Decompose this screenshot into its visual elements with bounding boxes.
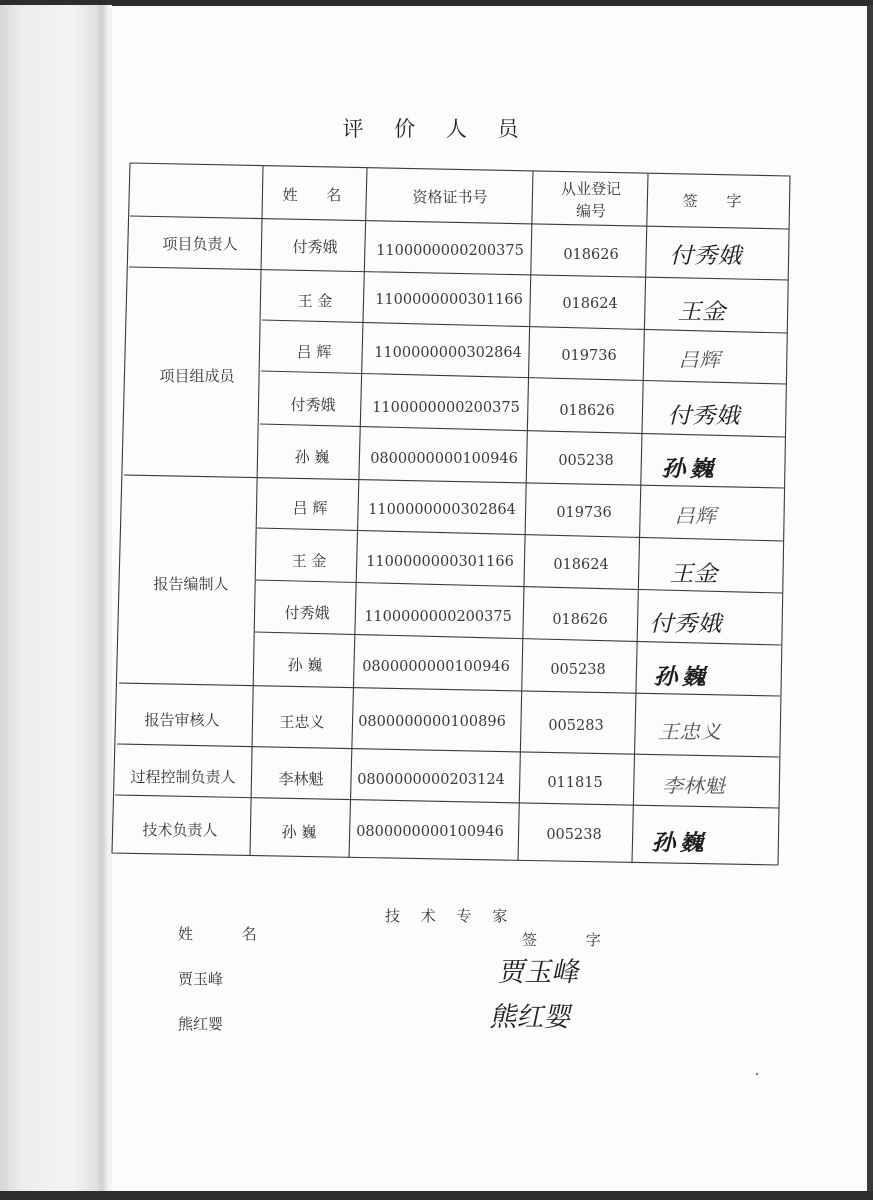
expert-name: 贾玉峰 xyxy=(178,970,224,988)
signature-image: 孙巍 xyxy=(650,829,713,856)
header-name: 姓 名 xyxy=(282,186,354,204)
table-row-cert: 0800000000100946 xyxy=(362,659,510,675)
table-row-name: 吕 辉 xyxy=(292,499,328,517)
table-row-name: 孙 巍 xyxy=(294,448,330,466)
table-row-name: 王 金 xyxy=(297,292,333,310)
table-row-name: 王忠义 xyxy=(279,713,325,731)
table-row-reg: 019736 xyxy=(556,505,612,521)
expert-signature: 贾玉峰 xyxy=(496,957,584,988)
table-row-name: 孙 巍 xyxy=(287,656,323,674)
table-row-cert: 1100000000200375 xyxy=(372,400,520,416)
table-row-reg: 005238 xyxy=(550,662,606,678)
table-row-name: 付秀娥 xyxy=(292,238,338,256)
role-report-reviewer: 报告审核人 xyxy=(144,711,220,729)
signature-image: 付秀娥 xyxy=(648,610,727,637)
table-row-name: 孙 巍 xyxy=(281,823,317,841)
role-project-members: 项目组成员 xyxy=(159,367,235,385)
signature-image: 付秀娥 xyxy=(666,402,745,429)
table-row-name: 李林魁 xyxy=(278,770,324,788)
scan-bottom-edge xyxy=(0,1191,873,1200)
signature-image: 吕辉 xyxy=(673,504,721,527)
table-row-name: 付秀娥 xyxy=(290,396,336,414)
header-reg-line2: 编号 xyxy=(575,202,606,220)
table-row-reg: 005283 xyxy=(548,718,604,734)
expert-name: 熊红婴 xyxy=(178,1015,224,1033)
signature-image: 王金 xyxy=(676,298,731,325)
table-row-cert: 1100000000302864 xyxy=(368,502,516,518)
table-row-reg: 005238 xyxy=(558,453,614,469)
role-process-control: 过程控制负责人 xyxy=(130,768,236,786)
table-row-name: 王 金 xyxy=(291,552,327,570)
table-row-reg: 018624 xyxy=(562,296,618,312)
experts-name-header: 姓 名 xyxy=(178,925,279,943)
signature-image: 付秀娥 xyxy=(668,242,747,269)
table-row-reg: 005238 xyxy=(546,827,602,843)
signature-image: 王金 xyxy=(668,560,723,587)
table-row-cert: 0800000000203124 xyxy=(357,772,505,788)
table-row-cert: 1100000000200375 xyxy=(376,243,524,259)
table-row-cert: 1100000000301166 xyxy=(366,554,514,570)
signature-image: 李林魁 xyxy=(661,774,730,797)
header-reg-line1: 从业登记 xyxy=(560,180,621,198)
expert-signature: 熊红婴 xyxy=(488,1002,576,1033)
table-row-reg: 018626 xyxy=(559,403,615,419)
role-tech-lead: 技术负责人 xyxy=(142,821,218,839)
table-row-reg: 018626 xyxy=(552,612,608,628)
table-row-reg: 018624 xyxy=(553,557,609,573)
table-row-cert: 0800000000100896 xyxy=(358,714,506,730)
experts-title: 技 术 专 家 xyxy=(385,907,516,925)
signature-image: 吕辉 xyxy=(677,348,725,371)
table-row-name: 吕 辉 xyxy=(296,343,332,361)
signature-image: 孙巍 xyxy=(652,663,715,690)
table-row-cert: 1100000000301166 xyxy=(375,292,523,308)
role-project-lead: 项目负责人 xyxy=(162,235,238,253)
table-row-reg: 019736 xyxy=(561,348,617,364)
scan-speck xyxy=(756,1073,758,1075)
role-report-writers: 报告编制人 xyxy=(153,575,229,593)
table-row-cert: 1100000000200375 xyxy=(364,609,512,625)
signature-image: 孙巍 xyxy=(660,455,723,482)
table-row-cert: 0800000000100946 xyxy=(356,824,504,840)
experts-sign-header: 签 字 xyxy=(522,931,623,949)
table-row-name: 付秀娥 xyxy=(284,604,330,622)
signature-image: 王忠义 xyxy=(657,720,726,743)
page-title: 评 价 人 员 xyxy=(342,117,531,141)
table-row-cert: 1100000000302864 xyxy=(374,345,522,361)
table-row-cert: 0800000000100946 xyxy=(370,451,518,467)
header-cert: 资格证书号 xyxy=(412,188,488,206)
table-row-reg: 018626 xyxy=(563,247,619,263)
table-row-reg: 011815 xyxy=(547,775,603,791)
header-sign: 签 字 xyxy=(682,192,754,210)
